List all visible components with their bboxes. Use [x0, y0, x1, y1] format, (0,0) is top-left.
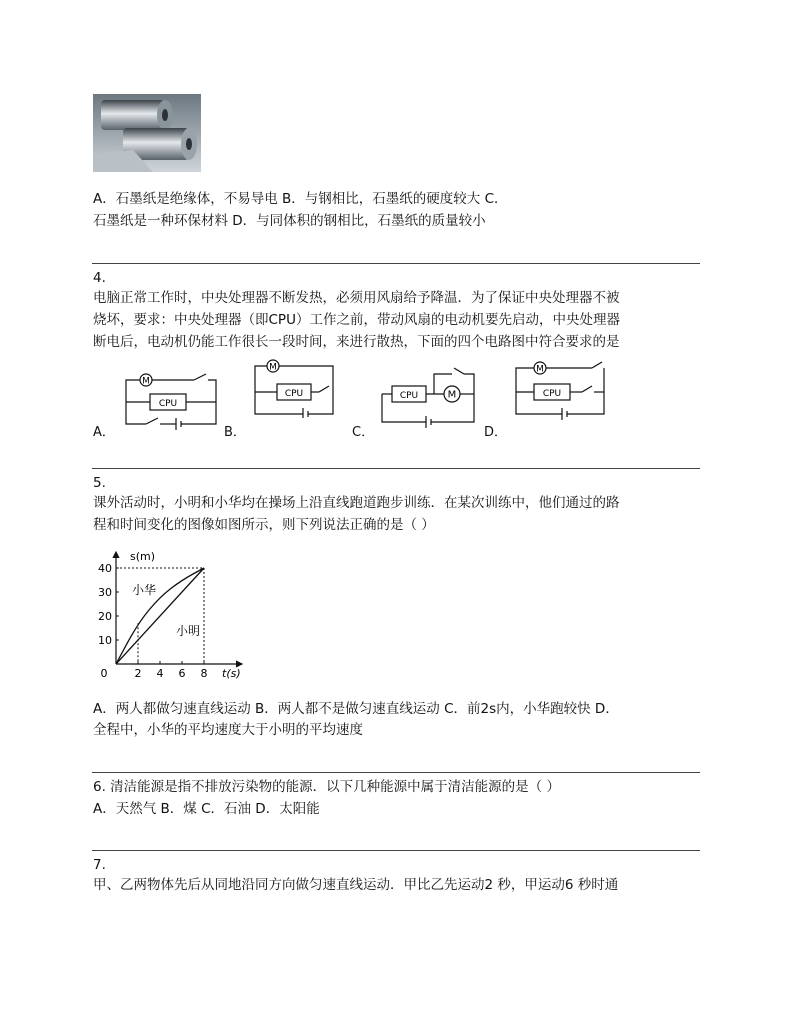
q7-number: 7.: [93, 857, 106, 873]
motor-label: M: [142, 376, 150, 387]
svg-text:CPU: CPU: [542, 389, 562, 399]
q6-options: A．天然气 B．煤 C．石油 D．太阳能: [93, 801, 320, 817]
svg-text:CPU: CPU: [399, 391, 419, 401]
q4-number: 4.: [93, 270, 106, 286]
q5-stem-line2: 程和时间变化的图像如图所示，则下列说法正确的是（ ）: [93, 517, 435, 533]
y-tick-label: 40: [98, 562, 112, 575]
svg-text:M: M: [447, 389, 457, 401]
q4-option-c-label: C．: [352, 425, 375, 440]
svg-text:M: M: [269, 362, 277, 373]
q5-stem-line1: 课外活动时，小明和小华均在操场上沿直线跑道跑步训练．在某次训练中，他们通过的路: [93, 495, 620, 511]
y-tick-label: 20: [98, 610, 112, 623]
cpu-label: CPU: [158, 399, 178, 409]
q5-options-line1: A．两人都做匀速直线运动 B．两人都不是做匀速直线运动 C．前2s内，小华跑较快 D．: [93, 701, 619, 717]
q5-options-line2: 全程中，小华的平均速度大于小明的平均速度: [93, 722, 363, 738]
y-tick-label: 10: [98, 634, 112, 647]
q4-stem-line3: 断电后，电动机仍能工作很长一段时间，来进行散热，下面的四个电路图中符合要求的是: [93, 334, 620, 350]
y-axis-label: s(m): [130, 550, 156, 563]
q4-stem-line2: 烧坏，要求：中央处理器（即CPU）工作之前，带动风扇的电动机要先启动，中央处理器: [93, 312, 620, 328]
q4-stem-line1: 电脑正常工作时，中央处理器不断发热，必须用风扇给予降温．为了保证中央处理器不被: [93, 290, 620, 306]
x-axis-label: t(s): [222, 667, 241, 680]
q3-options-line2: 石墨纸是一种环保材料 D．与同体积的钢相比，石墨纸的质量较小: [93, 213, 486, 229]
q3-options-line1: A．石墨纸是绝缘体，不易导电 B．与钢相比，石墨纸的硬度较大 C．: [93, 191, 508, 207]
x-tick-label: 4: [156, 667, 164, 680]
series-label-xiaohua: 小华: [132, 583, 157, 597]
x-tick-label: 2: [134, 667, 142, 680]
circuit-b-diagram: [247, 356, 339, 418]
y-tick-label: 30: [98, 586, 112, 599]
x-tick-label: 8: [200, 667, 208, 680]
graphite-paper-photo: [93, 94, 201, 172]
x-tick-label: 6: [178, 667, 186, 680]
divider: [92, 468, 700, 469]
x-tick-label: 0: [100, 667, 108, 680]
divider: [92, 850, 700, 851]
series-label-xiaoming: 小明: [176, 624, 201, 638]
q4-option-d-label: D．: [484, 425, 508, 440]
circuit-a-diagram: [118, 366, 226, 434]
q4-option-b-label: B．: [224, 425, 246, 440]
q5-number: 5.: [93, 475, 106, 491]
circuit-c-diagram: [378, 366, 478, 430]
q7-stem-line1: 甲、乙两物体先后从同地沿同方向做匀速直线运动．甲比乙先运动2 秒，甲运动6 秒时通: [93, 877, 619, 893]
svg-text:M: M: [536, 364, 544, 375]
q6-stem: 6. 清洁能源是指不排放污染物的能源．以下几种能源中属于清洁能源的是（ ）: [93, 779, 560, 795]
svg-text:CPU: CPU: [284, 389, 304, 399]
circuit-d-diagram: [508, 356, 608, 422]
divider: [92, 263, 700, 264]
divider: [92, 772, 700, 773]
distance-time-chart: [92, 544, 262, 684]
q4-option-a-label: A．: [93, 425, 115, 440]
series-line-1: [116, 568, 204, 664]
